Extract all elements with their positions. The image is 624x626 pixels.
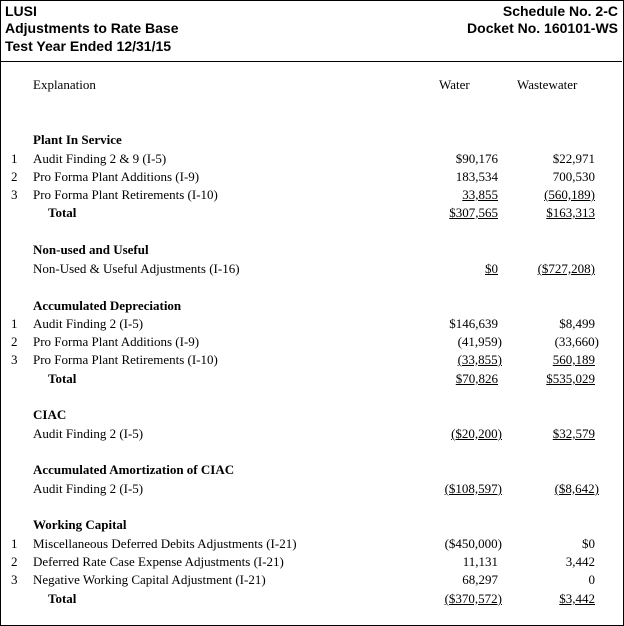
water-value: $90,176 [455, 151, 498, 166]
wastewater-value: (560,189) [544, 187, 595, 202]
test-year: Test Year Ended 12/31/15 [5, 38, 172, 54]
wastewater-value: $0 [582, 536, 595, 551]
row-num: 2 [11, 169, 18, 184]
wastewater-total: $163,313 [546, 205, 595, 220]
docket-number: Docket No. 160101-WS [467, 20, 618, 36]
wastewater-value: ($8,642) [554, 481, 599, 496]
row-label: Pro Forma Plant Retirements (I-10) [33, 187, 218, 202]
section-title-ciac: CIAC [33, 407, 67, 422]
total-label: Total [48, 205, 77, 220]
water-value: (41,959) [457, 334, 502, 349]
water-value: 33,855 [462, 187, 498, 202]
company-name: LUSI [5, 3, 37, 19]
row-label: Non-Used & Useful Adjustments (I-16) [33, 261, 240, 276]
row-num: 2 [11, 334, 18, 349]
water-value: ($450,000) [444, 536, 502, 551]
row-label: Miscellaneous Deferred Debits Adjustments (I-21) [33, 536, 297, 551]
water-total: $307,565 [449, 205, 498, 220]
row-label: Negative Working Capital Adjustment (I-21) [33, 572, 266, 587]
section-title-plant: Plant In Service [33, 132, 122, 147]
row-num: 1 [11, 536, 18, 551]
water-value: 11,131 [462, 554, 498, 569]
row-num: 3 [11, 352, 18, 367]
wastewater-value: (33,660) [554, 334, 599, 349]
row-label: Pro Forma Plant Additions (I-9) [33, 169, 200, 184]
water-value: (33,855) [457, 352, 502, 367]
row-label: Pro Forma Plant Retirements (I-10) [33, 352, 218, 367]
row-num: 2 [11, 554, 18, 569]
row-num: 1 [11, 151, 18, 166]
water-total: ($370,572) [444, 591, 502, 606]
wastewater-total: $3,442 [559, 591, 595, 606]
schedule-number: Schedule No. 2-C [502, 3, 618, 19]
row-num: 1 [11, 316, 18, 331]
header-divider [0, 61, 622, 62]
row-label: Audit Finding 2 (I-5) [33, 481, 144, 496]
col-explanation: Explanation [33, 77, 96, 92]
total-label: Total [48, 591, 77, 606]
wastewater-value: 3,442 [565, 554, 595, 569]
section-title-accdep: Accumulated Depreciation [33, 298, 182, 313]
section-title-wc: Working Capital [33, 517, 127, 532]
col-wastewater: Wastewater [517, 77, 578, 92]
wastewater-value: $8,499 [559, 316, 595, 331]
col-water: Water [439, 77, 470, 92]
water-value: $0 [485, 261, 498, 276]
wastewater-value: 560,189 [552, 352, 595, 367]
wastewater-value: 700,530 [552, 169, 595, 184]
row-label: Audit Finding 2 & 9 (I-5) [33, 151, 167, 166]
water-value: 183,534 [455, 169, 498, 184]
wastewater-value: 0 [588, 572, 595, 587]
section-title-nonused: Non-used and Useful [33, 242, 149, 257]
schedule-title: Adjustments to Rate Base [5, 20, 179, 36]
row-label: Deferred Rate Case Expense Adjustments (I-21) [33, 554, 284, 569]
water-value: $146,639 [449, 316, 498, 331]
water-value: ($108,597) [444, 481, 502, 496]
wastewater-value: $22,971 [552, 151, 595, 166]
wastewater-value: ($727,208) [537, 261, 595, 276]
section-title-amort: Accumulated Amortization of CIAC [33, 462, 235, 477]
water-value: 68,297 [462, 572, 498, 587]
row-num: 3 [11, 187, 18, 202]
water-total: $70,826 [455, 371, 498, 386]
water-value: ($20,200) [451, 426, 502, 441]
row-label: Audit Finding 2 (I-5) [33, 426, 144, 441]
wastewater-total: $535,029 [546, 371, 595, 386]
row-num: 3 [11, 572, 18, 587]
row-label: Audit Finding 2 (I-5) [33, 316, 144, 331]
wastewater-value: $32,579 [552, 426, 595, 441]
total-label: Total [48, 371, 77, 386]
row-label: Pro Forma Plant Additions (I-9) [33, 334, 200, 349]
